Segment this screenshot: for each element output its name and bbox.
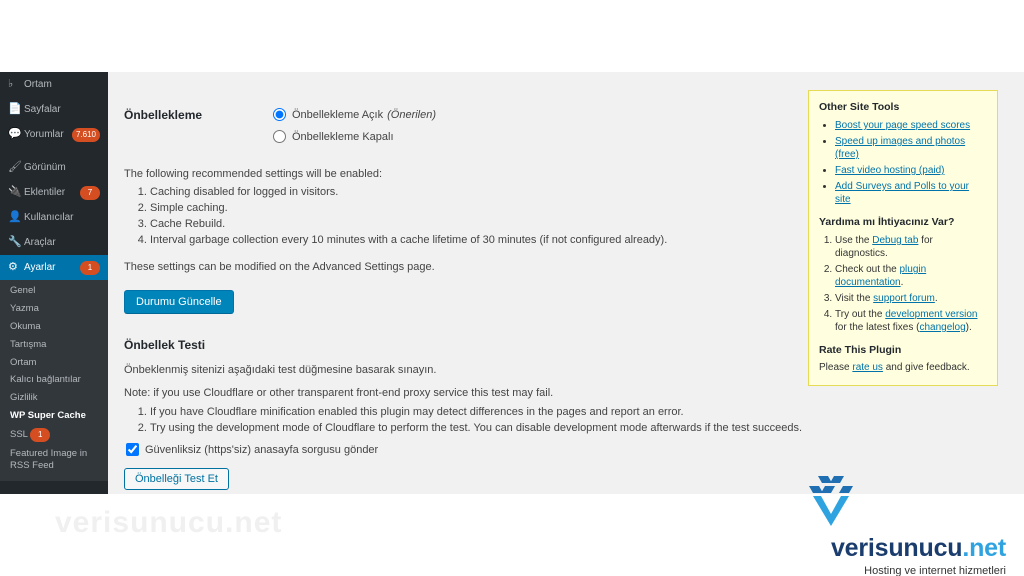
submenu-item-okuma[interactable]: Okuma <box>10 320 41 332</box>
wordpress-admin-area <box>0 72 1024 494</box>
bottom-branding-band <box>0 494 1024 576</box>
need-help-title: Yardıma mı İhtiyacınız Var? <box>819 216 955 228</box>
brand-name-tld: .net <box>962 534 1006 562</box>
rate-plugin-title: Rate This Plugin <box>819 344 902 356</box>
help-pre-text: Check out the <box>835 264 900 275</box>
cache-test-intro-text: Önbeklenmiş sitenizi aşağıdaki test düğmesine basarak sınayın. <box>124 364 437 376</box>
top-white-band <box>0 0 1024 72</box>
plugins-icon: 🔌 <box>8 186 22 198</box>
sidebar-item-ortam[interactable] <box>0 72 108 97</box>
test-cache-button[interactable]: Önbelleği Test Et <box>124 468 229 490</box>
watermark-text: verisunucu.net <box>55 506 283 539</box>
submenu-item-genel[interactable]: Genel <box>10 285 36 296</box>
other-site-tools-title: Other Site Tools <box>819 101 900 113</box>
link-speed-up-images[interactable]: Speed up images and photos (free) <box>835 136 966 160</box>
users-icon: 👤 <box>8 211 22 223</box>
submenu-item-kalici-baglantilar[interactable]: Kalıcı bağlantılar <box>10 374 81 386</box>
submenu-item-tartisma[interactable]: Tartışma <box>10 338 47 350</box>
list-item: 1. If you have Cloudflare minification enabled this plugin may detect differences in the pages and report an error. <box>150 406 802 418</box>
sidebar-item-label: Sayfalar <box>24 104 61 115</box>
list-item: 3. Cache Rebuild. <box>150 218 667 230</box>
sidebar-item-ayarlar[interactable] <box>0 255 108 280</box>
settings-content <box>108 72 1024 494</box>
link-support-forum[interactable]: support forum <box>873 293 935 304</box>
submenu-item-featured-image-rss[interactable]: Featured Image in RSS Feed <box>10 448 88 471</box>
list-item: 2. Simple caching. <box>150 202 667 214</box>
brand-name <box>746 534 1006 563</box>
sidebar-item-label: Kullanıcılar <box>24 212 74 223</box>
list-item: 1. Caching disabled for logged in visitors. <box>150 186 667 198</box>
insecure-request-label: Güvenliksiz (https'siz) anasayfa sorgusu gönder <box>145 443 379 456</box>
help-pre-text: Use the <box>835 235 873 246</box>
appearance-icon: 🖌 <box>8 161 22 173</box>
help-post-text: for diagnostics. <box>835 235 933 259</box>
list-item <box>835 263 987 289</box>
caching-on-radio[interactable] <box>273 108 286 121</box>
sidebar-separator <box>0 147 108 155</box>
media-icon: ♭ <box>8 78 14 90</box>
sidebar-item-label: Ortam <box>24 79 52 90</box>
link-add-surveys-polls[interactable]: Add Surveys and Polls to your site <box>835 181 969 205</box>
submenu-item-wp-super-cache[interactable]: WP Super Cache <box>10 410 86 422</box>
comments-icon: 💬 <box>8 128 22 140</box>
caching-on-label: Önbellekleme Açık <box>292 108 384 121</box>
submenu-item-label: SSL <box>10 429 28 440</box>
sidebar-item-label: Araçlar <box>24 237 56 248</box>
caching-section-title: Önbellekleme <box>124 108 203 122</box>
list-item: 4. Interval garbage collection every 10 minutes with a cache lifetime of 30 minutes (if not configured already). <box>150 234 667 246</box>
help-post-text: . <box>900 277 904 288</box>
modified-note-text: These settings can be modified on the Advanced Settings page. <box>124 261 435 273</box>
sidebar-item-eklentiler[interactable] <box>0 180 108 205</box>
submenu-item-ssl[interactable] <box>0 425 108 445</box>
other-site-tools-box <box>808 90 998 386</box>
sidebar-item-kullanicilar[interactable] <box>0 205 108 230</box>
recommended-intro-text: The following recommended settings will be enabled: <box>124 168 383 180</box>
list-item <box>835 180 987 206</box>
link-plugin-documentation[interactable]: plugin documentation <box>835 264 927 288</box>
sidebar-item-label: Yorumlar <box>24 129 64 140</box>
insecure-request-checkbox-row[interactable] <box>126 443 378 456</box>
link-debug-tab[interactable]: Debug tab <box>872 235 919 246</box>
rate-post-text: and give feedback. <box>882 362 970 373</box>
list-item <box>835 164 987 177</box>
sidebar-item-sayfalar[interactable] <box>0 97 108 122</box>
settings-update-badge: 1 <box>80 261 100 275</box>
settings-submenu <box>0 280 108 481</box>
list-item <box>835 119 987 132</box>
list-item <box>835 234 987 260</box>
recommended-settings-list <box>124 182 667 250</box>
cache-test-section-title: Önbellek Testi <box>124 338 206 352</box>
submenu-item-yazma[interactable]: Yazma <box>10 302 39 314</box>
submenu-item-gizlilik[interactable]: Gizlilik <box>10 392 38 404</box>
list-item: 2. Try using the development mode of Cloudflare to perform the test. You can disable development mode afterwards if the test succeeds. <box>150 422 802 434</box>
ssl-badge: 1 <box>30 428 50 442</box>
sidebar-item-label: Eklentiler <box>24 187 66 198</box>
link-boost-page-speed[interactable]: Boost your page speed scores <box>835 120 971 131</box>
need-help-list <box>819 234 987 334</box>
help-post-text: ). <box>965 322 972 333</box>
list-item <box>835 135 987 161</box>
link-changelog[interactable]: changelog <box>919 322 966 333</box>
caching-on-hint: (Önerilen) <box>387 108 437 121</box>
insecure-request-checkbox[interactable] <box>126 443 139 456</box>
list-item <box>835 308 987 334</box>
plugins-update-badge: 7 <box>80 186 100 200</box>
cache-test-note-text: Note: if you use Cloudflare or other transparent front-end proxy service this test may fail. <box>124 387 554 399</box>
link-development-version[interactable]: development version <box>885 309 978 320</box>
brand-name-main: verisunucu <box>830 534 963 562</box>
caching-on-radio-row[interactable] <box>273 108 436 121</box>
caching-off-label: Önbellekleme Kapalı <box>292 130 394 143</box>
cache-test-list <box>124 402 802 438</box>
rate-plugin-text <box>819 362 987 373</box>
comments-count-badge: 7.610 <box>72 128 100 142</box>
update-status-button[interactable]: Durumu Güncelle <box>124 290 234 314</box>
list-item <box>835 292 987 305</box>
submenu-item-ortam[interactable]: Ortam <box>10 356 37 368</box>
brand-tagline: Hosting ve internet hizmetleri <box>864 565 1006 576</box>
sidebar-item-label: Görünüm <box>24 162 66 173</box>
link-rate-us[interactable]: rate us <box>852 362 883 373</box>
sidebar-item-gorunum[interactable] <box>0 155 108 180</box>
caching-off-radio[interactable] <box>273 130 286 143</box>
help-pre-text: Try out the <box>835 309 886 320</box>
sidebar-item-araclar[interactable] <box>0 230 108 255</box>
help-pre-text: Visit the <box>835 293 874 304</box>
admin-sidebar <box>0 72 108 494</box>
sidebar-item-label: Ayarlar <box>24 262 56 273</box>
link-fast-video-hosting[interactable]: Fast video hosting (paid) <box>835 165 945 176</box>
sidebar-item-yorumlar[interactable] <box>0 122 108 147</box>
help-post-text: . <box>934 293 938 304</box>
other-site-tools-list <box>819 119 987 206</box>
verisunucu-logo-icon <box>801 474 863 532</box>
caching-off-radio-row[interactable] <box>273 130 394 143</box>
rate-pre-text: Please <box>819 362 853 373</box>
settings-icon: ⚙ <box>8 261 18 273</box>
tools-icon: 🔧 <box>8 236 22 248</box>
brand-block <box>746 496 1006 576</box>
help-post-text: for the latest fixes ( <box>835 322 920 333</box>
pages-icon: 📄 <box>8 103 22 115</box>
